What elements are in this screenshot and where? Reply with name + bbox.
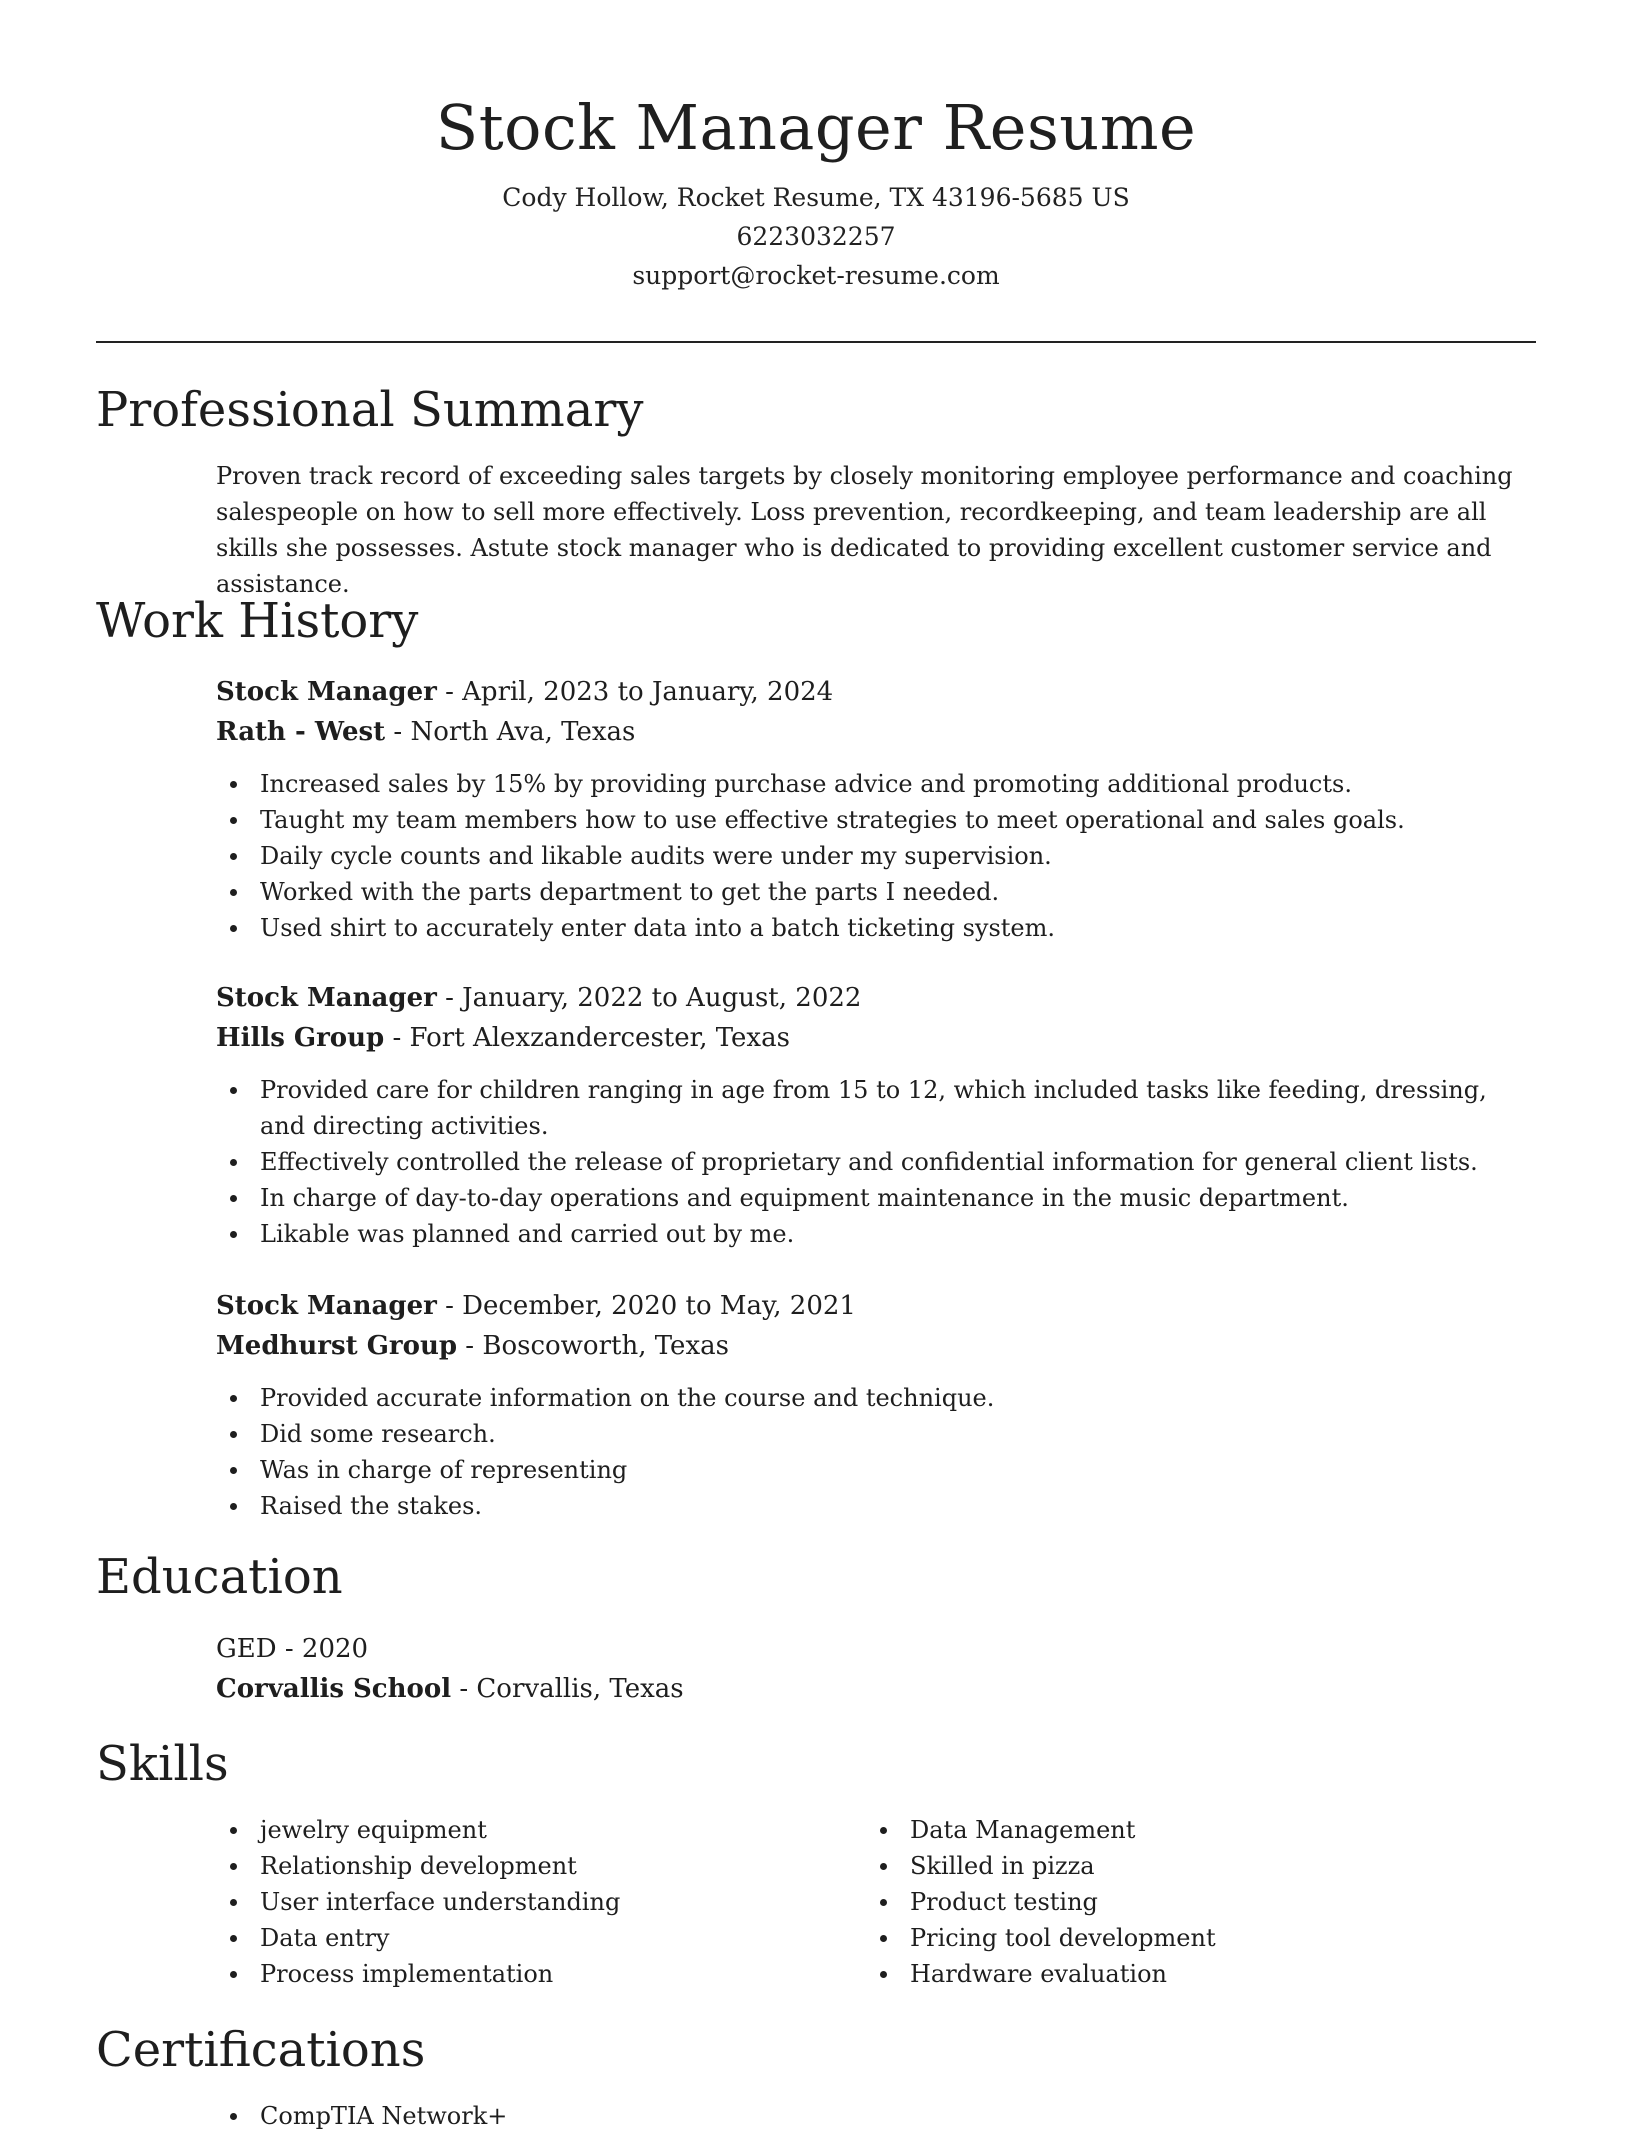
- job-bullet: Provided accurate information on the course and technique.: [260, 1380, 1536, 1416]
- job-bullet: Worked with the parts department to get the parts I needed.: [260, 874, 1536, 910]
- job-bullets: [216, 1380, 1536, 1524]
- section-title-skills: Skills: [96, 1736, 229, 1792]
- job-bullet: Used shirt to accurately enter data into a batch ticketing system.: [260, 910, 1536, 946]
- education-entry: [216, 1629, 1536, 1709]
- skill-item: Process implementation: [260, 1956, 856, 1992]
- job-entry: [216, 1286, 1536, 1524]
- job-title-line: [216, 1286, 1536, 1326]
- education-school-line: [216, 1669, 1536, 1709]
- certification-bullets: [216, 2098, 1536, 2134]
- header-divider: [96, 341, 1536, 343]
- job-company: Medhurst Group: [216, 1331, 458, 1361]
- skill-item: Data Management: [910, 1812, 1506, 1848]
- certifications-block: [216, 2098, 1536, 2134]
- job-company-line: [216, 712, 1536, 752]
- skill-item: Hardware evaluation: [910, 1956, 1506, 1992]
- skills-column-left: [216, 1812, 856, 1992]
- job-location: - North Ava, Texas: [385, 717, 636, 747]
- section-title-education: Education: [96, 1549, 343, 1605]
- job-dates: - December, 2020 to May, 2021: [436, 1291, 856, 1321]
- skill-item: jewelry equipment: [260, 1812, 856, 1848]
- education-location: - Corvallis, Texas: [451, 1674, 684, 1704]
- section-title-work-history: Work History: [96, 593, 419, 649]
- job-company: Hills Group: [216, 1023, 385, 1053]
- job-bullet: Likable was planned and carried out by me.: [260, 1216, 1536, 1252]
- skill-item: Pricing tool development: [910, 1920, 1506, 1956]
- job-title: Stock Manager: [216, 1291, 437, 1321]
- job-entry: [216, 978, 1536, 1252]
- job-bullet: Increased sales by 15% by providing purchase advice and promoting additional products.: [260, 766, 1536, 802]
- skill-item: Relationship development: [260, 1848, 856, 1884]
- contact-email: support@rocket-resume.com: [632, 261, 1000, 290]
- summary-block: [216, 458, 1536, 602]
- skill-item: Product testing: [910, 1884, 1506, 1920]
- job-title-line: [216, 672, 1536, 712]
- summary-text: Proven track record of exceeding sales targets by closely monitoring employee performance and coaching salespeople on how to sell more effectively. Loss prevention, recordkeeping, and team leadership are all skills she possesses. Astute stock manager who is dedicated to providing excellent customer service and assistance.: [216, 462, 1513, 598]
- job-location: - Boscoworth, Texas: [457, 1331, 729, 1361]
- job-bullet: Raised the stakes.: [260, 1488, 1536, 1524]
- job-company: Rath - West: [216, 717, 386, 747]
- job-entry: [216, 672, 1536, 946]
- job-title-line: [216, 978, 1536, 1018]
- resume-header: [0, 0, 1632, 295]
- certification-item: CompTIA Network+: [260, 2098, 1536, 2134]
- job-bullet: Did some research.: [260, 1416, 1536, 1452]
- job-company-line: [216, 1018, 1536, 1058]
- skill-item: Skilled in pizza: [910, 1848, 1506, 1884]
- job-company-line: [216, 1326, 1536, 1366]
- job-bullet: Daily cycle counts and likable audits were under my supervision.: [260, 838, 1536, 874]
- job-bullet: Effectively controlled the release of proprietary and confidential information for general client lists.: [260, 1144, 1536, 1180]
- job-bullet: In charge of day-to-day operations and equipment maintenance in the music department.: [260, 1180, 1536, 1216]
- section-title-certifications: Certifications: [96, 2022, 426, 2078]
- job-bullet: Was in charge of representing: [260, 1452, 1536, 1488]
- job-title: Stock Manager: [216, 983, 437, 1013]
- skills-bullets: [216, 1812, 856, 1992]
- contact-info: [0, 178, 1632, 295]
- job-dates: - April, 2023 to January, 2024: [436, 677, 834, 707]
- job-bullet: Taught my team members how to use effective strategies to meet operational and sales goals.: [260, 802, 1536, 838]
- skills-column-right: [866, 1812, 1506, 1992]
- resume-title: Stock Manager Resume: [435, 91, 1197, 164]
- skill-item: User interface understanding: [260, 1884, 856, 1920]
- job-location: - Fort Alexzandercester, Texas: [384, 1023, 790, 1053]
- job-dates: - January, 2022 to August, 2022: [436, 983, 862, 1013]
- skill-item: Data entry: [260, 1920, 856, 1956]
- education-school: Corvallis School: [216, 1674, 452, 1704]
- job-title: Stock Manager: [216, 677, 437, 707]
- job-bullets: [216, 1072, 1536, 1252]
- skills-bullets: [866, 1812, 1506, 1992]
- job-bullets: [216, 766, 1536, 946]
- education-degree: GED - 2020: [216, 1634, 369, 1664]
- section-title-summary: Professional Summary: [96, 382, 644, 438]
- contact-address: Cody Hollow, Rocket Resume, TX 43196-5685 US: [502, 183, 1130, 212]
- contact-phone: 6223032257: [736, 222, 896, 251]
- job-bullet: Provided care for children ranging in age from 15 to 12, which included tasks like feeding, dressing, and directing activities.: [260, 1072, 1536, 1144]
